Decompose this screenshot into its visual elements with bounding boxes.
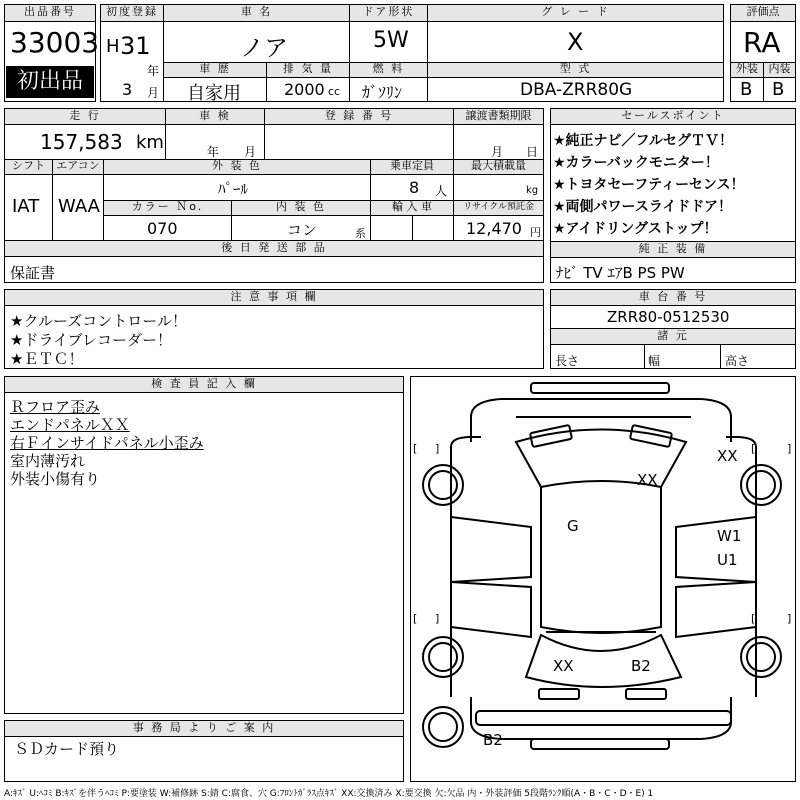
damage-mark: U1: [717, 551, 738, 569]
door-type: 5W: [373, 28, 409, 53]
shift-label: シフト: [4, 159, 53, 175]
interior-color: コン: [287, 221, 318, 239]
sales-point: ★カラーバックモニター！: [553, 155, 719, 171]
disp-unit: cc: [328, 85, 341, 98]
damage-mark: W1: [717, 527, 742, 545]
score-label: 評価点: [730, 4, 796, 22]
dims-length-label: 長さ: [555, 354, 580, 368]
front-bumper-shape: [531, 383, 669, 393]
colorno-label: カラー Ｎo.: [103, 200, 232, 216]
model-code: DBA-ZRR80G: [520, 80, 633, 100]
import-divider: [412, 215, 413, 241]
inspect-year-unit: 年: [207, 145, 220, 159]
svg-text:]: ]: [787, 612, 792, 625]
car-name: ノア: [240, 34, 288, 62]
office-label: 事 務 局 よ り ご 案 内: [4, 720, 404, 737]
import-label: 輸 入 車: [370, 200, 454, 216]
reg-year: 31: [120, 32, 151, 60]
note-item: ★ＥＴＣ！: [10, 350, 84, 368]
svg-text:[: [: [751, 442, 756, 455]
damage-mark: G: [567, 517, 579, 535]
equipment-label: 純 正 装 備: [550, 241, 796, 258]
later-parts: 保証書: [10, 264, 56, 282]
fuel: ｶﾞｿﾘﾝ: [362, 83, 403, 102]
note-item: ★ドライブレコーダー！: [10, 331, 172, 349]
intcolor-label: 内 装 色: [231, 200, 371, 216]
svg-text:]: ]: [435, 612, 440, 625]
transfer-label: 譲渡書類期限: [453, 108, 544, 125]
notes-label: 注 意 事 項 欄: [4, 289, 544, 306]
transfer-month-unit: 月: [491, 145, 504, 159]
dims-width-label: 幅: [648, 354, 661, 368]
mileage: 157,583: [40, 130, 123, 154]
inspector-line: 室内薄汚れ: [10, 452, 86, 470]
intcolor-unit: 系: [355, 227, 366, 240]
grade-label: グ レ ー ド: [427, 4, 724, 22]
rear-bumper-shape: [476, 711, 731, 725]
dims-height-label: 高さ: [725, 354, 750, 368]
history: 自家用: [187, 83, 241, 104]
load-label: 最大積載量: [453, 159, 544, 175]
damage-mark: XX: [717, 447, 738, 465]
windshield-shape: [516, 430, 686, 488]
svg-text:]: ]: [787, 442, 792, 455]
regno-cell: [264, 124, 454, 160]
history-label: 車 歴: [163, 62, 267, 78]
color-number: 070: [147, 219, 178, 238]
left-rear-door: [451, 582, 531, 637]
inspector-line: Ｒフロア歪み: [10, 398, 101, 416]
regno-label: 登 録 番 号: [264, 108, 454, 125]
svg-text:[: [: [413, 612, 418, 625]
exterior-color: ﾊﾟｰﾙ: [218, 180, 249, 198]
int-label: 内装: [763, 62, 796, 78]
load-unit: kg: [526, 185, 539, 196]
reg-year-unit: 年: [147, 64, 160, 78]
chassis-number: ZRR80-0512530: [607, 308, 730, 326]
recycle-unit: 円: [530, 226, 541, 239]
damage-diagram: [410, 376, 796, 782]
tailgate-shape: [471, 697, 731, 739]
dims-label: 諸 元: [550, 328, 796, 345]
roof-shape: [541, 487, 661, 633]
equipment: ﾅﾋﾞ TV ｴｱB PS PW: [556, 264, 685, 282]
sales-point: ★アイドリングストップ！: [553, 221, 718, 237]
right-rear-door: [676, 582, 756, 637]
sales-points-label: セールスポイント: [550, 108, 796, 125]
capacity-label: 乗車定員: [370, 159, 454, 175]
score: RA: [743, 26, 781, 59]
first-listing-badge: 初出品: [6, 66, 94, 98]
color-label: 外 装 色: [103, 159, 371, 175]
hood-shape: [471, 399, 731, 442]
grade: X: [567, 28, 584, 56]
ac-label: エアコン: [52, 159, 104, 175]
mileage-unit: km: [136, 132, 164, 153]
ext-score: B: [740, 79, 753, 100]
aircon: WAA: [58, 196, 100, 217]
displacement: 2000: [284, 80, 325, 99]
car-name-label: 車 名: [163, 4, 350, 22]
damage-mark: B2: [631, 657, 651, 675]
inspect-month-unit: 月: [244, 145, 257, 159]
ext-label: 外装: [730, 62, 764, 78]
right-front-door: [676, 517, 756, 582]
mileage-label: 走 行: [4, 108, 166, 125]
transfer-day-unit: 日: [526, 145, 539, 159]
lot-number-label: 出品番号: [4, 4, 96, 22]
rear-window-shape: [526, 635, 681, 687]
chassis-label: 車 台 番 号: [550, 289, 796, 306]
fuel-label: 燃 料: [349, 62, 428, 78]
inspector-line: 外装小傷有り: [10, 470, 101, 488]
reg-label: 初度登録: [100, 4, 164, 22]
shift: IAT: [12, 196, 40, 217]
inspector-label: 検 査 員 記 入 欄: [4, 376, 404, 393]
later-parts-label: 後 日 発 送 部 品: [4, 240, 544, 257]
recycle-label: リサイクル預託金: [453, 200, 544, 216]
svg-text:[: [: [413, 442, 418, 455]
inspector-line: エンドパネルＸＸ: [10, 416, 130, 434]
sales-point: ★純正ナビ／フルセグＴＶ！: [553, 133, 733, 149]
int-score: B: [772, 79, 785, 100]
capacity: 8: [409, 178, 420, 197]
sales-point: ★トヨタセーフティーセンス！: [553, 177, 745, 193]
svg-text:[: [: [751, 612, 756, 625]
damage-mark: XX: [637, 471, 658, 489]
model-label: 型 式: [427, 62, 724, 78]
sales-point: ★両側パワースライドドア！: [553, 199, 733, 215]
damage-mark: XX: [553, 657, 574, 675]
left-front-door: [451, 517, 531, 582]
door-label: ドア形状: [349, 4, 428, 22]
reg-month: 3: [122, 80, 133, 99]
car-outline-diagram: [411, 377, 795, 781]
note-item: ★クルーズコントロール！: [10, 312, 187, 330]
recycle-deposit: 12,470: [466, 219, 522, 238]
lot-number: 33003: [10, 26, 100, 59]
damage-mark: B2: [483, 731, 503, 749]
disp-label: 排 気 量: [266, 62, 350, 78]
svg-text:]: ]: [435, 442, 440, 455]
reg-era: H: [106, 36, 120, 57]
inspect-label: 車 検: [165, 108, 265, 125]
legend-footer: A:ｷｽﾞ U:ﾍｺﾐ B:ｷｽﾞを伴うﾍｺﾐ P:要塗装 W:補修跡 S:錆 C:腐食、穴 G:ﾌﾛﾝﾄｶﾞﾗｽ点ｷｽﾞ XX:交換済み X:要交換 欠:欠品 内・外装評価 5段階ﾗﾝｸ順(A・B・C・D・E) 1: [4, 789, 654, 799]
reg-month-unit: 月: [147, 86, 160, 100]
capacity-unit: 人: [435, 184, 448, 198]
office-note: ＳＤカード預り: [14, 740, 120, 758]
inspector-line: 右Ｆインサイドパネル小歪み: [10, 434, 204, 452]
